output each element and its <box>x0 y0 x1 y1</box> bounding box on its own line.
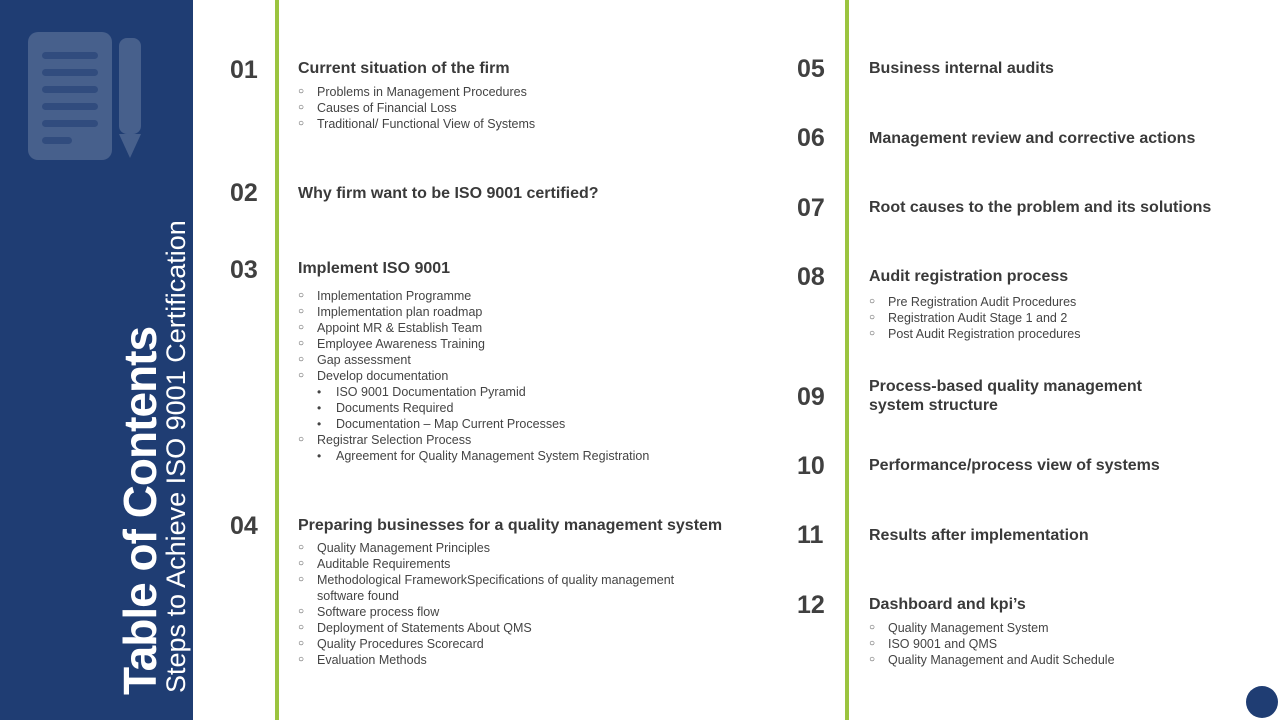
list-item: ○ Gap assessment <box>298 352 649 368</box>
item-heading: Performance/process view of systems <box>869 457 1160 474</box>
list-item: ○ Evaluation Methods <box>298 652 698 668</box>
sidebar <box>0 0 193 720</box>
item-heading: Implement ISO 9001 <box>298 260 451 277</box>
list-item: ○ Implementation Programme <box>298 288 649 304</box>
list-item: ○ Implementation plan roadmap <box>298 304 649 320</box>
item-heading: Management review and corrective actions <box>869 130 1196 147</box>
item-heading: Dashboard and kpi’s <box>869 596 1026 613</box>
list-item: ○ Methodological FrameworkSpecifications of quality management software found <box>298 572 698 604</box>
item-number: 03 <box>230 256 258 284</box>
item-number: 07 <box>797 194 825 222</box>
item-heading: Current situation of the firm <box>298 60 510 77</box>
divider-line-right <box>845 0 849 720</box>
list-item: ○ Deployment of Statements About QMS <box>298 620 698 636</box>
item-number: 08 <box>797 263 825 291</box>
item-number: 11 <box>797 521 824 549</box>
list-item: ○ Registrar Selection Process <box>298 432 649 448</box>
item-heading: Root causes to the problem and its solutions <box>869 199 1212 216</box>
item-number: 01 <box>230 56 258 84</box>
item-heading: Process-based quality management system structure <box>869 378 1142 414</box>
page-title: Table of Contents <box>114 326 166 695</box>
list-item: ○ Employee Awareness Training <box>298 336 649 352</box>
list-item: ○ Quality Management System <box>869 620 1115 636</box>
page-subtitle: Steps to Achieve ISO 9001 Certification <box>161 220 191 693</box>
item-number: 04 <box>230 512 258 540</box>
list-item: ○ Problems in Management Procedures <box>298 84 535 100</box>
list-item: • Documentation – Map Current Processes <box>298 416 649 432</box>
list-item: • Documents Required <box>298 400 649 416</box>
divider-line-left <box>275 0 279 720</box>
list-item: ○ Causes of Financial Loss <box>298 100 535 116</box>
list-item: • ISO 9001 Documentation Pyramid <box>298 384 649 400</box>
list-item: ○ ISO 9001 and QMS <box>869 636 1115 652</box>
list-item: ○ Registration Audit Stage 1 and 2 <box>869 310 1080 326</box>
list-item: ○ Auditable Requirements <box>298 556 698 572</box>
item-heading: Business internal audits <box>869 60 1054 77</box>
list-item: ○ Post Audit Registration procedures <box>869 326 1080 342</box>
list-item: ○ Traditional/ Functional View of Systems <box>298 116 535 132</box>
item-heading: Results after implementation <box>869 527 1089 544</box>
item-number: 05 <box>797 55 825 83</box>
item-subs <box>298 288 649 464</box>
item-number: 09 <box>797 383 825 411</box>
item-subs <box>869 294 1080 342</box>
item-number: 10 <box>797 452 825 480</box>
list-item: ○ Software process flow <box>298 604 698 620</box>
item-number: 06 <box>797 124 825 152</box>
list-item: ○ Develop documentation <box>298 368 649 384</box>
list-item: ○ Appoint MR & Establish Team <box>298 320 649 336</box>
list-item: • Agreement for Quality Management System Registration <box>298 448 649 464</box>
decorative-circle <box>1246 686 1278 718</box>
item-heading: Why firm want to be ISO 9001 certified? <box>298 185 599 202</box>
item-heading: Audit registration process <box>869 268 1069 285</box>
list-item: ○ Quality Procedures Scorecard <box>298 636 698 652</box>
item-number: 12 <box>797 591 825 619</box>
item-subs <box>869 620 1115 668</box>
list-item: ○ Quality Management Principles <box>298 540 698 556</box>
item-subs <box>298 540 698 668</box>
list-item: ○ Pre Registration Audit Procedures <box>869 294 1080 310</box>
item-subs <box>298 84 535 132</box>
item-heading: Preparing businesses for a quality management system <box>298 517 723 534</box>
item-number: 02 <box>230 179 258 207</box>
list-item: ○ Quality Management and Audit Schedule <box>869 652 1115 668</box>
